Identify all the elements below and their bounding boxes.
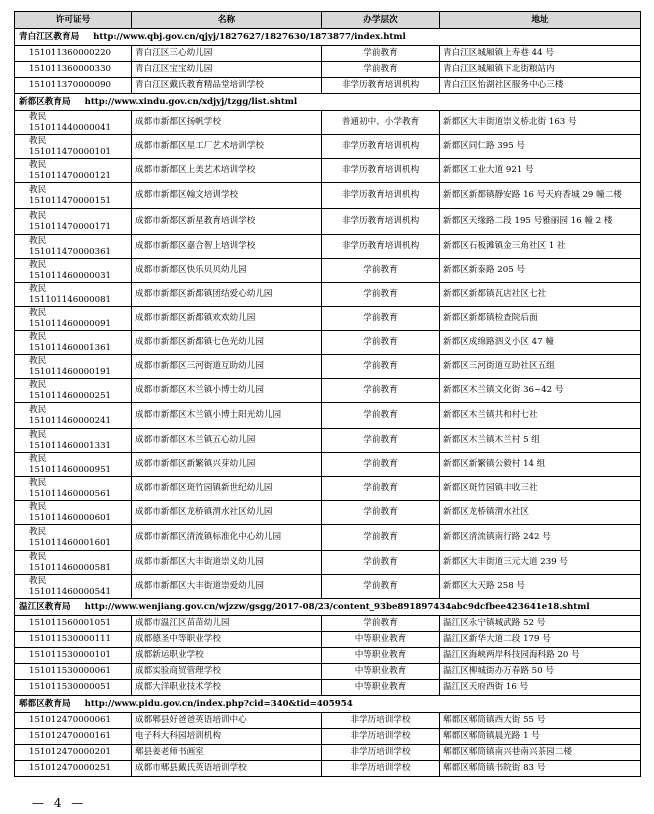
level-cell: 学前教育 [322,477,440,501]
name-cell: 青白江区戴氏教育精品堂培训学校 [132,78,322,94]
address-cell: 郫都区郫筒镇西大街 55 号 [440,713,641,729]
section-url: http://www.xindu.gov.cn/xdjyj/tzgg/list.shtml [84,96,298,107]
table-header-row [15,12,641,29]
name-cell: 成都市新都区木兰镇五心幼儿园 [132,429,322,453]
section-url: http://www.wenjiang.gov.cn/wjzzw/gsgg/2017-08/23/content_93be891897434abc9dcfbee423641e18.shtml [84,601,590,612]
table-row [15,616,641,632]
address-cell: 新都区三河街道互助社区五组 [440,355,641,379]
name-cell: 成都市新都区木兰镇小博士幼儿园 [132,379,322,403]
address-cell: 新都区新繁镇公毅村 14 组 [440,453,641,477]
level-cell: 非学历教育培训机构 [322,183,440,209]
address-cell: 温江区新华大道二段 179 号 [440,632,641,648]
name-cell: 成都市新都区新星教育培训学校 [132,209,322,235]
address-cell: 新都区木兰镇木兰村 5 组 [440,429,641,453]
name-cell: 成都郫县好爸爸英语培训中心 [132,713,322,729]
table-row [15,525,641,551]
header-name: 名称 [132,12,322,29]
section-header-cell [15,696,641,713]
name-cell: 郫县姜老师书画室 [132,745,322,761]
address-cell: 新都区天缘路二段 195 号雅丽园 16 幢 2 楼 [440,209,641,235]
name-cell: 成都市新都区大丰街道崇义幼儿园 [132,551,322,575]
name-cell: 成都新运职业学校 [132,648,322,664]
license-cell: 教民 151011460001361 [15,331,132,355]
table-row [15,307,641,331]
address-cell: 新都区新都镇瓦店社区七社 [440,283,641,307]
license-cell: 151011560001051 [15,616,132,632]
section-header-row [15,94,641,111]
address-cell: 温江区永宁镇城武路 52 号 [440,616,641,632]
name-cell: 青白江区宝宝幼儿园 [132,62,322,78]
section-title: 郫都区教育局 [19,698,71,709]
name-cell: 成都市新都区大丰街道崇爱幼儿园 [132,575,322,599]
level-cell: 学前教育 [322,62,440,78]
license-cell: 教民 151011460000561 [15,477,132,501]
level-cell: 学前教育 [322,331,440,355]
address-cell: 新都区成绵路泗义小区 47 幢 [440,331,641,355]
table-row [15,575,641,599]
license-cell: 151012470000061 [15,713,132,729]
table-row [15,78,641,94]
table-row [15,713,641,729]
table-row [15,259,641,283]
name-cell: 成都市温江区苗苗幼儿园 [132,616,322,632]
table-row [15,62,641,78]
header-license: 许可证号 [15,12,132,29]
license-cell: 教民 151011470000361 [15,235,132,259]
level-cell: 学前教育 [322,453,440,477]
section-header-row [15,599,641,616]
level-cell: 学前教育 [322,403,440,429]
license-cell: 教民 151011470000121 [15,159,132,183]
name-cell: 成都实验商贸管理学校 [132,664,322,680]
address-cell: 新都区工业大道 921 号 [440,159,641,183]
section-title: 青白江区教育局 [19,31,80,42]
name-cell: 成都市新都区新都镇欢欢幼儿园 [132,307,322,331]
level-cell: 中等职业教育 [322,648,440,664]
table-row [15,403,641,429]
level-cell: 中等职业教育 [322,680,440,696]
section-header-cell [15,599,641,616]
name-cell: 成都市新都区新都镇团结爱心幼儿园 [132,283,322,307]
table-row [15,477,641,501]
table-row [15,745,641,761]
name-cell: 成都市新都区三河街道互助幼儿园 [132,355,322,379]
table-row [15,331,641,355]
section-url: http://www.pidu.gov.cn/index.php?cid=340&tid=405954 [84,698,353,709]
table-row [15,159,641,183]
license-cell: 教民 151011470000101 [15,135,132,159]
address-cell: 郫都区郫筒镇书院街 83 号 [440,761,641,777]
table-row [15,379,641,403]
section-title: 新都区教育局 [19,96,71,107]
level-cell: 非学历培训学校 [322,761,440,777]
section-header-cell [15,29,641,46]
table-row [15,501,641,525]
level-cell: 中等职业教育 [322,632,440,648]
table-row [15,429,641,453]
table-row [15,632,641,648]
license-cell: 教民 151011460000031 [15,259,132,283]
name-cell: 成都市新都区清流镇标准化中心幼儿园 [132,525,322,551]
address-cell: 新都区龙桥镇渭水社区 [440,501,641,525]
section-header-row [15,29,641,46]
license-cell: 教民 151011440000041 [15,111,132,135]
level-cell: 学前教育 [322,525,440,551]
name-cell: 成都市新都区快乐贝贝幼儿园 [132,259,322,283]
license-cell: 151012470000161 [15,729,132,745]
name-cell: 电子科大科园培训机构 [132,729,322,745]
name-cell: 成都市新都区斑竹园镇新世纪幼儿园 [132,477,322,501]
level-cell: 学前教育 [322,307,440,331]
license-cell: 教民 151101146000081 [15,283,132,307]
level-cell: 学前教育 [322,355,440,379]
name-cell: 成都市新都区扬帆学校 [132,111,322,135]
document-page [14,11,640,777]
name-cell: 成都市新都区新繁镇兴芽幼儿园 [132,453,322,477]
license-cell: 教民 151011460000241 [15,403,132,429]
license-cell: 教民 151011460000581 [15,551,132,575]
table-row [15,453,641,477]
license-cell: 教民 151011470000171 [15,209,132,235]
name-cell: 成都市新都区龙桥镇渭水社区幼儿园 [132,501,322,525]
address-cell: 新都区清流镇南行路 242 号 [440,525,641,551]
table-row [15,680,641,696]
level-cell: 非学历教育培训机构 [322,159,440,183]
address-cell: 青白江区城厢镇下北街粮站内 [440,62,641,78]
level-cell: 学前教育 [322,501,440,525]
level-cell: 非学历教育培训机构 [322,209,440,235]
table-row [15,283,641,307]
name-cell: 青白江区三心幼儿园 [132,46,322,62]
level-cell: 学前教育 [322,429,440,453]
level-cell: 学前教育 [322,46,440,62]
section-header-row [15,696,641,713]
address-cell: 青白江区城厢镇上寿巷 44 号 [440,46,641,62]
page-number: — 4 — [32,796,87,810]
table-row [15,729,641,745]
address-cell: 新都区新都镇检查院后面 [440,307,641,331]
level-cell: 学前教育 [322,575,440,599]
address-cell: 新都区木兰镇共和村七社 [440,403,641,429]
level-cell: 学前教育 [322,616,440,632]
address-cell: 新都区斑竹园镇丰收三社 [440,477,641,501]
address-cell: 青白江区怡湖社区服务中心三楼 [440,78,641,94]
address-cell: 郫都区郫筒镇晨光路 1 号 [440,729,641,745]
license-cell: 151012470000201 [15,745,132,761]
address-cell: 新都区大天路 258 号 [440,575,641,599]
table-body [15,29,641,777]
level-cell: 学前教育 [322,259,440,283]
name-cell: 成都市新都区嘉合智上培训学校 [132,235,322,259]
address-cell: 温江区天府西街 16 号 [440,680,641,696]
table-row [15,235,641,259]
table-row [15,209,641,235]
table-row [15,355,641,379]
name-cell: 成都市新都区星工厂艺术培训学校 [132,135,322,159]
header-level: 办学层次 [322,12,440,29]
license-cell: 教民 151011460001601 [15,525,132,551]
section-url: http://www.qbj.gov.cn/qjyj/1827627/1827630/1873877/index.html [93,31,406,42]
license-cell: 教民 151011460000601 [15,501,132,525]
license-cell: 教民 151011460000541 [15,575,132,599]
level-cell: 普通初中、小学教育 [322,111,440,135]
license-cell: 教民 151011460000191 [15,355,132,379]
address-cell: 新都区大丰街道三元大道 239 号 [440,551,641,575]
license-cell: 151011530000061 [15,664,132,680]
license-cell: 151011370000090 [15,78,132,94]
license-cell: 151012470000251 [15,761,132,777]
address-cell: 郫都区郫筒镇南兴巷南兴茶园二楼 [440,745,641,761]
address-cell: 新都区大丰街道崇义桥北街 163 号 [440,111,641,135]
license-cell: 教民 151011470000151 [15,183,132,209]
license-cell: 教民 151011460001331 [15,429,132,453]
section-title: 温江区教育局 [19,601,71,612]
level-cell: 非学历培训学校 [322,745,440,761]
level-cell: 非学历培训学校 [322,729,440,745]
license-cell: 教民 151011460000251 [15,379,132,403]
license-cell: 151011530000051 [15,680,132,696]
section-header-cell [15,94,641,111]
license-cell: 151011530000101 [15,648,132,664]
address-cell: 新都区同仁路 395 号 [440,135,641,159]
level-cell: 非学历教育培训机构 [322,78,440,94]
license-cell: 151011360000330 [15,62,132,78]
level-cell: 学前教育 [322,283,440,307]
address-cell: 新都区石板滩镇金三角社区 1 社 [440,235,641,259]
name-cell: 成都市新都区翰文培训学校 [132,183,322,209]
name-cell: 成都市新都区上美艺术培训学校 [132,159,322,183]
address-cell: 新都区木兰镇文化街 36~42 号 [440,379,641,403]
table-row [15,46,641,62]
level-cell: 非学历教育培训机构 [322,235,440,259]
table-row [15,111,641,135]
license-cell: 教民 151011460000951 [15,453,132,477]
license-cell: 教民 151011460000091 [15,307,132,331]
school-license-table [14,11,641,777]
table-row [15,761,641,777]
level-cell: 非学历教育培训机构 [322,135,440,159]
table-row [15,183,641,209]
level-cell: 学前教育 [322,379,440,403]
level-cell: 中等职业教育 [322,664,440,680]
address-cell: 新都区新都镇静安路 16 号天府香城 29 幢二楼 [440,183,641,209]
name-cell: 成都市郫县戴氏英语培训学校 [132,761,322,777]
table-row [15,551,641,575]
address-cell: 温江区海峡两岸科技园海科路 20 号 [440,648,641,664]
table-row [15,135,641,159]
address-cell: 温江区柳城街办万春路 50 号 [440,664,641,680]
level-cell: 学前教育 [322,551,440,575]
license-cell: 151011360000220 [15,46,132,62]
name-cell: 成都市新都区新都镇七色光幼儿园 [132,331,322,355]
header-address: 地址 [440,12,641,29]
license-cell: 151011530000111 [15,632,132,648]
name-cell: 成都德圣中等职业学校 [132,632,322,648]
name-cell: 成都大洋职业技术学校 [132,680,322,696]
address-cell: 新都区新泰路 205 号 [440,259,641,283]
name-cell: 成都市新都区木兰镇小博士阳光幼儿园 [132,403,322,429]
level-cell: 非学历培训学校 [322,713,440,729]
table-row [15,648,641,664]
table-row [15,664,641,680]
